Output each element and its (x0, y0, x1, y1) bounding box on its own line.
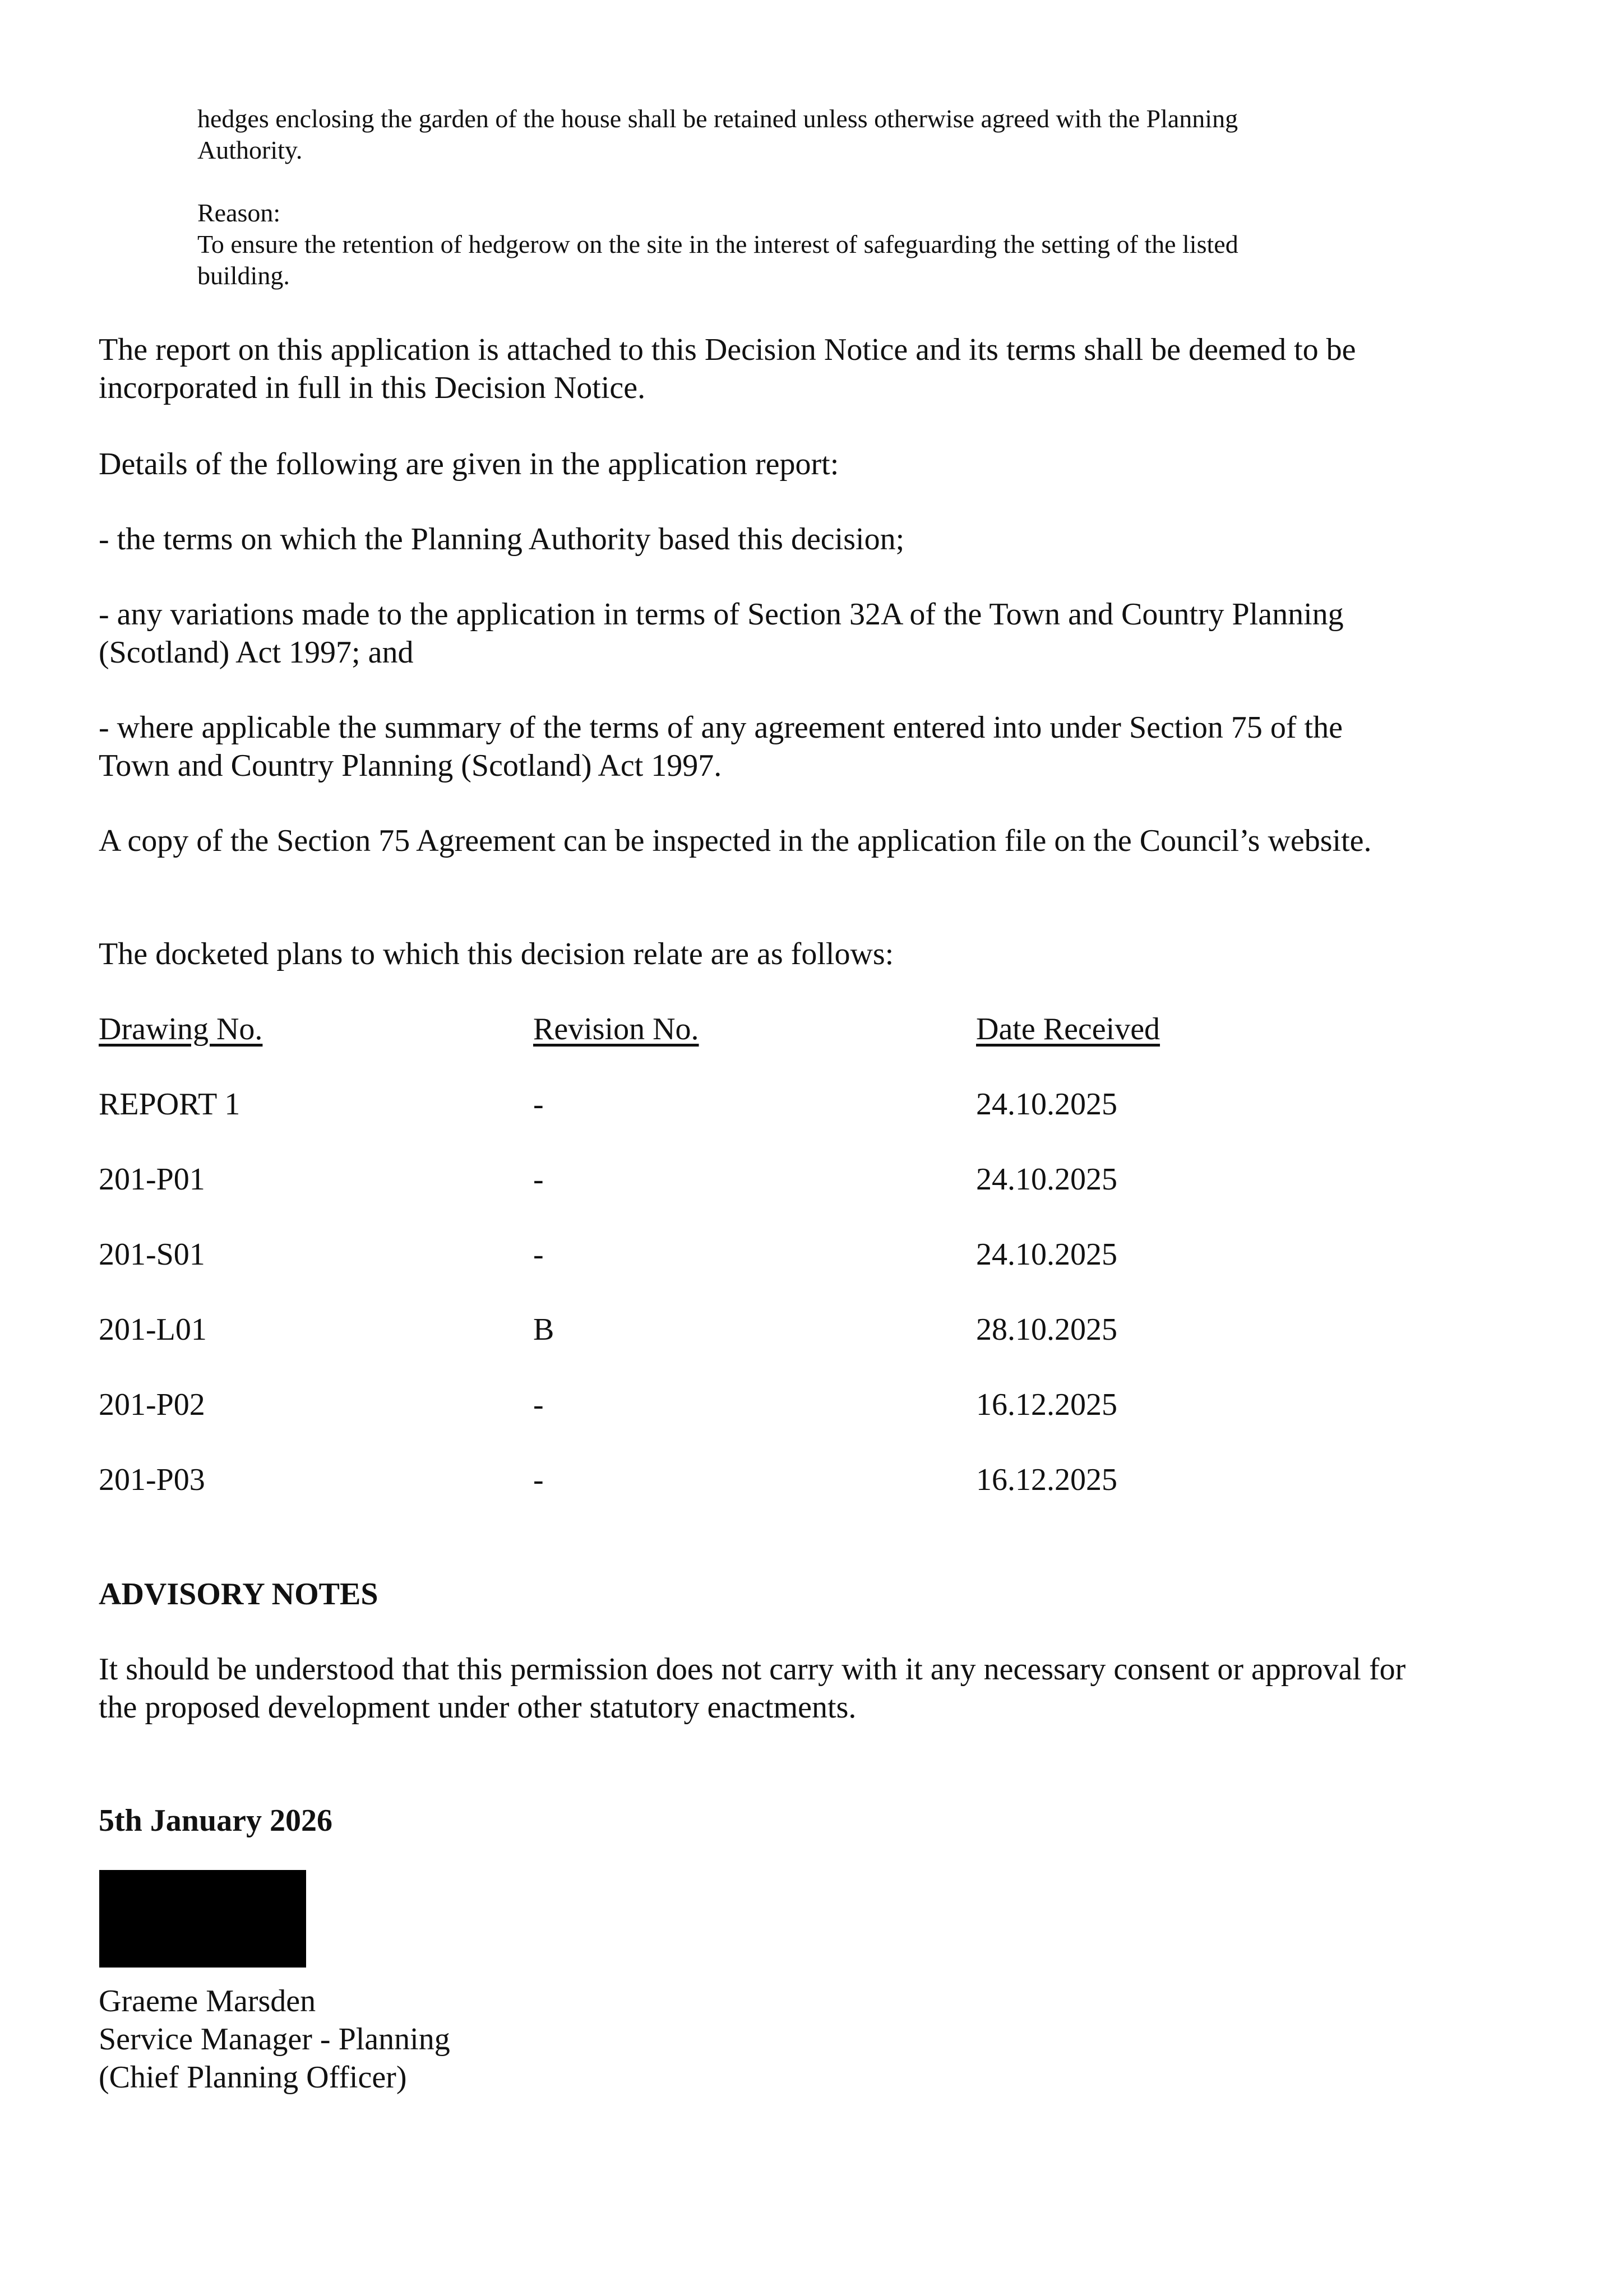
table-row (99, 1386, 1444, 1424)
details-intro-paragraph: Details of the following are given in the application report: (99, 447, 839, 482)
plans-intro-paragraph: The docketed plans to which this decision relate are as follows: (99, 937, 894, 971)
table-row (99, 1085, 1444, 1123)
condition-continuation (197, 103, 1319, 166)
date-received-cell: 28.10.2025 (976, 1312, 1117, 1347)
header-drawing-no: Drawing No. (99, 1012, 263, 1047)
table-row (99, 1160, 1444, 1198)
signatory-block (99, 1982, 450, 2096)
redacted-signature (99, 1870, 306, 1968)
advisory-notes-text: It should be understood that this permission does not carry with it any necessary consent or approval for the proposed development under other statutory enactments. (99, 1652, 1406, 1725)
date-received-cell: 24.10.2025 (976, 1237, 1117, 1272)
reason-label: Reason: (197, 198, 281, 227)
drawing-no-cell: 201-P01 (99, 1162, 205, 1197)
section75-copy-paragraph: A copy of the Section 75 Agreement can be inspected in the application file on the Council’s website. (99, 823, 1372, 858)
date-received-cell: 24.10.2025 (976, 1087, 1117, 1122)
variations-list-item: - any variations made to the application in terms of Section 32A of the Town and Country Planning (Scotland) Act 1997; and (99, 597, 1344, 670)
report-attached-paragraph: The report on this application is attached to this Decision Notice and its terms shall be deemed to be incorporated in full in this Decision Notice. (99, 332, 1356, 405)
drawing-no-cell: 201-S01 (99, 1237, 205, 1272)
plans-table-header (99, 1010, 1444, 1048)
advisory-notes-heading: ADVISORY NOTES (99, 1577, 378, 1612)
table-row (99, 1235, 1444, 1274)
revision-no-cell: - (533, 1087, 544, 1122)
revision-no-cell: - (533, 1162, 544, 1197)
signatory-role: (Chief Planning Officer) (99, 2060, 407, 2095)
revision-no-cell: - (533, 1462, 544, 1497)
signatory-name: Graeme Marsden (99, 1984, 316, 2019)
drawing-no-cell: 201-L01 (99, 1312, 207, 1347)
revision-no-cell: - (533, 1387, 544, 1422)
drawing-no-cell: REPORT 1 (99, 1087, 241, 1122)
date-received-cell: 16.12.2025 (976, 1462, 1117, 1497)
drawing-no-cell: 201-P02 (99, 1387, 205, 1422)
revision-no-cell: - (533, 1237, 544, 1272)
decision-date: 5th January 2026 (99, 1803, 332, 1838)
header-revision-no: Revision No. (533, 1012, 699, 1047)
condition-continuation-text: hedges enclosing the garden of the house shall be retained unless otherwise agreed with the Planning Authority. (197, 104, 1238, 164)
drawing-no-cell: 201-P03 (99, 1462, 205, 1497)
agreement-list-item: - where applicable the summary of the terms of any agreement entered into under Section 75 of the Town and Country Planning (Scotland) Act 1997. (99, 710, 1343, 783)
header-date-received: Date Received (976, 1012, 1160, 1047)
terms-list-item: - the terms on which the Planning Authority based this decision; (99, 522, 905, 557)
table-row (99, 1311, 1444, 1349)
table-row (99, 1461, 1444, 1499)
date-received-cell: 16.12.2025 (976, 1387, 1117, 1422)
revision-no-cell: B (533, 1312, 554, 1347)
date-received-cell: 24.10.2025 (976, 1162, 1117, 1197)
signatory-title: Service Manager - Planning (99, 2022, 450, 2057)
condition-reason (197, 197, 1319, 291)
reason-text: To ensure the retention of hedgerow on the site in the interest of safeguarding the setting of the listed building. (197, 230, 1238, 290)
